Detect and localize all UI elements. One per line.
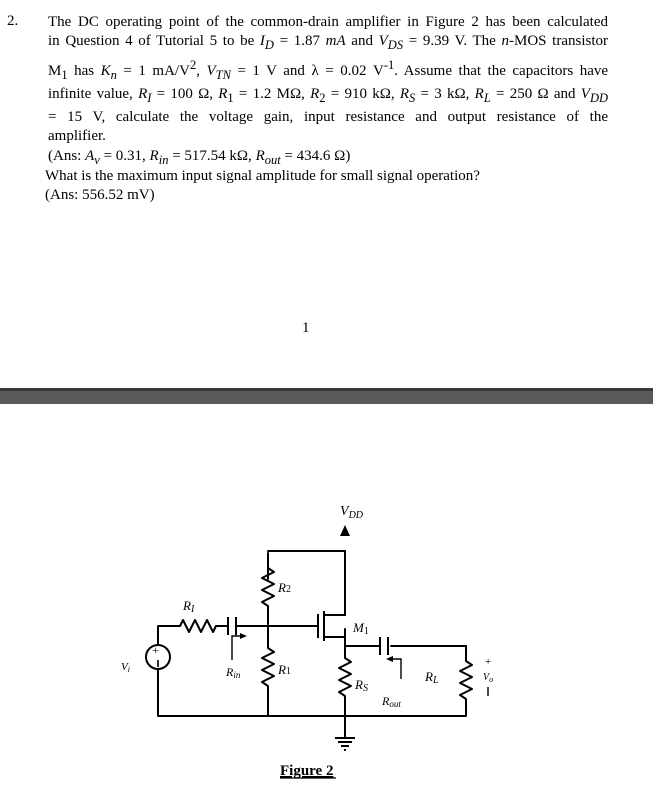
ground-rail-wire	[158, 669, 345, 716]
label-vo: $V_o$	[483, 672, 494, 684]
problem-answer: (Ans: $A_v = 0.31$, $R_{in} = 517.54$ kΩ, $R_{out} = 434.6$ Ω)	[48, 147, 351, 167]
label-vdd: $V_{DD}$	[340, 504, 364, 521]
label-ri: RI	[183, 598, 195, 615]
label-rout: Rout	[382, 694, 401, 709]
label-rin: Rin	[226, 665, 241, 680]
page-separator-band	[0, 388, 653, 404]
question-2-answer: (Ans: 556.52 mV)	[45, 187, 155, 203]
rout-arrow-head-icon	[386, 656, 393, 662]
rin-arrow-head-icon	[240, 633, 247, 639]
problem-line-3: $M_1$ has $K_n = 1$ $mA/V^2$, $V_{TN} = 1$ V and λ = 0.02 $V^{-1}$. Assume that the capacitors have	[48, 57, 609, 82]
rl-resistor	[345, 646, 472, 716]
label-r1: R1	[278, 662, 291, 677]
label-r2: R2	[278, 580, 291, 595]
page-number: 1	[302, 320, 310, 336]
label-vo-plus: +	[485, 656, 492, 668]
vdd-arrow-icon	[340, 525, 350, 536]
problem-line-1: The DC operating point of the common-drain amplifier in Figure 2 has been calculated	[48, 14, 608, 30]
question-2	[45, 167, 605, 205]
question-number: 2.	[7, 13, 19, 29]
label-vi: Vi	[121, 661, 130, 674]
source-top-wire	[158, 626, 180, 644]
rs-resistor	[339, 658, 351, 738]
r1-resistor	[262, 626, 274, 716]
problem-line-2: in Question 4 of Tutorial 5 to be $I_D = 1.87$ mA and $V_{DS} = 9.39$ V. The n-MOS transistor	[48, 33, 608, 53]
problem-line-4: infinite value, $R_I = 100$ Ω, $R_1 = 1.2$ MΩ, $R_2 = 910$ kΩ, $R_S = 3$ kΩ, $R_L = 250$ Ω and $V_{DD}$	[48, 85, 608, 105]
ri-resistor	[180, 620, 216, 632]
question-2-text: What is the maximum input signal amplitude for small signal operation?	[45, 168, 480, 184]
rin-arrow-icon	[232, 636, 242, 660]
problem-line-5: = 15 V, calculate the voltage gain, input resistance and output resistance of the	[48, 109, 608, 126]
label-rl: RL	[425, 669, 439, 686]
circuit-figure	[0, 404, 653, 785]
mosfet-m1-icon	[318, 610, 345, 641]
problem-line-6: amplifier.	[48, 128, 106, 145]
rout-arrow-icon	[391, 659, 401, 679]
figure-caption: Figure 2	[280, 763, 334, 779]
problem-statement	[48, 13, 608, 170]
ground-icon	[335, 738, 355, 750]
label-m1: M1	[353, 620, 369, 637]
vi-source-plus: +	[152, 643, 159, 657]
label-rs: RS	[355, 677, 368, 694]
